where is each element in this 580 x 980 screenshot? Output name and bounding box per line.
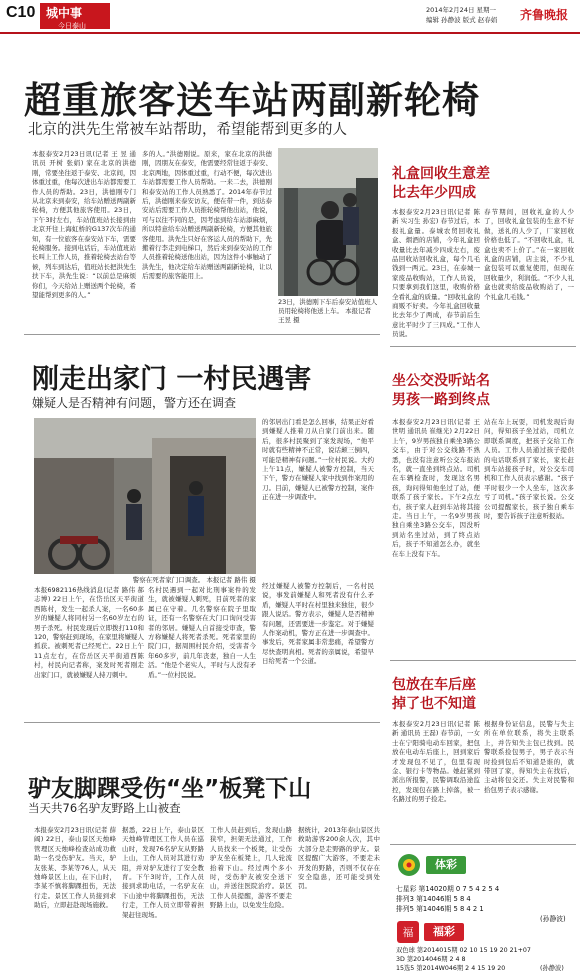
sidebar2-col2: 站在车上玩耍，司机发现后询问，得知孩子坐过站，司机立即联系调度，把孩子交给工作人员。工作人员通过孩子提供的电话联系到了家长，家长赶到车站接孩子时，对公交车司机和工作人员表示感谢。“孩子平时很少一个人坐车，这次多亏了司机。”孩子家长说。公交公司提醒家长，孩子独自乘车时，要告诉孩子注意听报站。 bbox=[484, 418, 574, 521]
article2-title: 刚走出家门 一村民遇害 bbox=[32, 364, 312, 395]
page-header bbox=[0, 0, 580, 34]
article2-subtitle: 嫌疑人是否精神有问题，警方还在调查 bbox=[32, 396, 237, 410]
article3-col1: 本报泰安2月23日讯(记者 薛阔) 22日，泰山景区天烛峰管理区天烛峰检查站成功救助一名受伤驴友。当天，驴友张某、李某等76人，从天烛峰景区上山，在下山时，李某不慎将脚踝扭伤，无法行走。景区工作人员接到求助后，立即赶赴现场施救。 bbox=[34, 826, 117, 910]
tiyu-source: (孙静波) bbox=[540, 915, 566, 923]
newspaper-logo: 齐鲁晚报 bbox=[520, 8, 569, 22]
sidebar1-col2: 春节期间，回收礼盒的人少了，回收礼盒包装的生意不好做，送礼的人少了，厂家回收价格也低了。“不回收礼盒，礼盒也卖不上价了。”在一家回收礼盒的店铺，店主说，不少礼盒包装可以重复使用，但现在回收量少，利润低。“不少人礼盒也就卖给废品收购站了，一个礼盒几毛钱。” bbox=[484, 208, 574, 301]
article3-title: 驴友脚踝受伤“坐”板凳下山 bbox=[28, 776, 312, 802]
tiyu-label: 体彩 bbox=[426, 856, 466, 874]
article2-photo bbox=[34, 418, 256, 574]
tiyu-lottery-icon bbox=[396, 852, 424, 878]
section-tag bbox=[40, 3, 110, 29]
article3-col2: 据悉，22日上午，泰山景区天烛峰管理区工作人员在巡山时，发现76名驴友从野路上山，工作人员对其进行劝阻，并对驴友进行了安全教育。下午3时许，工作人员接到求助电话，一名驴友在下山途中将脚踝扭伤，无法行走，工作人员立即带着担架赶往现场。 bbox=[122, 826, 204, 919]
article1-title: 超重旅客送车站两副新轮椅 bbox=[24, 79, 480, 122]
article2-col4: 经过嫌疑人被警方控制后，一名村民说，事发前嫌疑人和死者没有什么矛盾，嫌疑人平时在村里独来独往，很少跟人说话。警方表示，嫌疑人是否精神有问题，还需要进一步鉴定。对于嫌疑人作案动机，警方正在进一步调查中。事发后，死者家属非常悲痛，希望警方尽快查明真相。死者的亲属说，希望早日给死者一个公道。 bbox=[262, 582, 374, 666]
header-editors: 编辑 孙静波 版式 赵春娟 bbox=[426, 16, 498, 24]
article3-subtitle: 当天共76名驴友野路上山被查 bbox=[28, 801, 181, 815]
divider-2 bbox=[24, 722, 380, 723]
page-number: C10 bbox=[6, 4, 36, 21]
article2-col3: 的邻居出门看是怎么回事，结果正好看到嫌疑人推着刀从自家门前出来。随后，很多村民聚到了案发现场，“他平时就有些精神不正常，说话颠三倒四，可能是精神有问题。”一位村民说。大约上午11点，嫌疑人被警方控制，当天下午，警方在嫌疑人家中找到作案用的刀。目前，嫌疑人已被警方控制，案件正在进一步调查中。 bbox=[262, 418, 374, 502]
header-rule bbox=[0, 32, 580, 34]
divider-s1 bbox=[390, 346, 576, 347]
article1-col1: 本报泰安2月23日讯(记者 王 昱 通讯员 开树 张娟) 家在北京的洪德刚，常要坐往返于泰安、北京间，因体重过重，他每次进出车站都需要工作人员的帮助。23日，洪德刚专门从北京来到泰安，给车站赠送两副新轮椅，方便其他旅客使用。23日，下午3时左右，车站值班站长接到由北京开往上海虹桥的G137次车的通知，有一位旅客在泰安站下车，需要轮椅服务。接到电话后，车站值班站长叫上工作人员，推着轮椅去站台等候，列车到达后，值班站长把洪先生扶下车，洪先生说：“以前总是麻烦你们，今天给站上赠送两个轮椅，希望能帮到更多的人。” bbox=[32, 150, 136, 300]
header-date: 2014年2月24日 星期一 bbox=[426, 6, 497, 14]
article1-col2: 多的人。”洪德刚说。原来，家在北京的洪德刚，因朋友在泰安，他需要经常往返于泰安、北京两地，因体重过重，行动不便，每次进出车站都需要工作人员帮助。一来二去，洪德刚和泰安站的工作人员熟悉了。2014年春节过后，洪德刚来泰安访友，便在带一件，到达泰安站后需要工作人员推轮椅帮他出站，他说，可与以往不同的是，因考虑到给车站添麻烦，所以特意给车站赠送两副新轮椅，方便其他旅客使用。洪先生只好在客运人员的帮助下，先搬着行李走到电梯口，然后来到泰安站的工作人员推着轮椅送他出站，因为这件小事触动了洪先生，他决定给车站赠送两副新轮椅，让以后需要的旅客能用上。 bbox=[142, 150, 272, 281]
fucai-lottery-icon bbox=[396, 920, 422, 944]
article1-photo-caption: 23日，洪德刚下车后泰安站值班人员用轮椅将他送上车。 本报记者 王昱 摄 bbox=[278, 298, 378, 324]
fucai-source: (孙静波) bbox=[540, 965, 564, 972]
crime-scene-photo-image bbox=[34, 418, 256, 574]
sidebar3-title: 包放在车后座 掉了也不知道 bbox=[392, 677, 476, 712]
tiyu-row-1: 七星彩 第14020期 0 7 5 4 2 5 4 bbox=[396, 885, 500, 893]
sidebar2-title: 坐公交没听站名 男孩一路到终点 bbox=[392, 373, 490, 408]
fucai-logo bbox=[396, 920, 470, 944]
article3-col3: 工作人员赶到后，发现山路狭窄，担架无法通过，工作人员找来一个板凳，让受伤驴友坐在板凳上，几人轮流抬着下山。经过两个多小时，受伤驴友被安全送下山，并送往医院治疗。景区工作人员提醒，游客不要走野路上山，以免发生危险。 bbox=[210, 826, 292, 910]
sidebar3-col2: 根据身份证信息，民警与失主所在单位联系，将失主联系上，并告知失主包已找到。民警联系捡包男子，男子表示当时捡到包后不知道是谁的，就带回了家，得知失主在找后，主动将包交还。失主对民警和拾包男子表示感谢。 bbox=[484, 720, 574, 794]
sidebar3-col1: 本报泰安2月23日讯(记者 陈新 通讯员 王磊) 春节前，一女士在宁阳骑电动车回家，把包放在电动车后座上，回到家后才发现包不见了，包里有现金、银行卡等物品。她赶紧到派出所报警，民警调取沿途监控，发现包在路上掉落，被一名路过的男子捡走。 bbox=[392, 720, 480, 804]
divider-1 bbox=[24, 334, 380, 335]
subsection-name: 今日泰山 bbox=[58, 22, 86, 30]
svg-text:福: 福 bbox=[402, 926, 414, 939]
article2-col2: 名村民遇到一起对比刑事案件的发生，就被嫌疑人刺死，目前死者的家属已在守着。几名警察在院子里取证，还有一名警察在大门口询问受害者的邻居。嫌疑人自首接受审查，警方称嫌疑人将死者杀死。死者家里的院门口，据周围村民介绍，受害者今年60多岁，前几年丧妻，独自一人生活。“他是个老实人，平时与人没有矛盾。”一位村民说。 bbox=[148, 586, 256, 679]
fucai-row-1: 双色球 第2014015期 02 10 15 19 20 21+07 bbox=[396, 947, 531, 954]
fucai-label: 福彩 bbox=[424, 923, 464, 941]
divider-s2 bbox=[390, 660, 576, 661]
sidebar2-col1: 本报泰安2月23日讯(记者 王世明 通讯员 崔继光) 2月22日上午，9岁男孩独自乘坐3路公交车，由于对公交线路不熟悉，也没有注意听公交车报站名，就一直坐到终点站。司机在车辆检查时，发现这名男孩，询问得知他坐过了站，便联系了孩子家长。下午2点左右，孩子家人赶到车站将其接走。当日上午，一名9岁男孩独自乘坐3路公交车，因没听到站名坐过站，到了终点站后，孩子不知道怎么办，就坐在车上没有下车。 bbox=[392, 418, 480, 558]
article1-subtitle: 北京的洪先生常被车站帮助，希望能帮到更多的人 bbox=[28, 122, 347, 138]
fucai-row-3: 15选5 第2014W046期 2 4 15 19 20 bbox=[396, 965, 506, 972]
article1-photo bbox=[278, 148, 378, 296]
tiyu-row-2: 排列3 第14046期 5 8 4 bbox=[396, 895, 471, 903]
article2-col1: 本报6982116热线消息(记者 路伟 郝志博) 22日上午，在岱岳区天平街道西陈村，发生一起杀人案，一名60多岁的嫌疑人将同村另一名60岁左右的男子杀死。村民发现后立即拨打110和120，警察赶到现场，在家里将嫌疑人抓获。被刺死者已经死亡。22日上午11点左右，在岱岳区天平街道西陈村，村民向记者称，案发时死者刚走出家门口，就被嫌疑人持刀刺中。 bbox=[34, 586, 144, 679]
article2-photo-caption: 警察在死者家门口调查。 本报记者 路伟 摄 bbox=[132, 576, 256, 584]
section-name: 城中事 bbox=[46, 6, 83, 20]
fucai-row-2: 3D 第2014046期 2 4 8 bbox=[396, 956, 466, 963]
tiyu-row-3: 排列5 第14046期 5 8 4 2 1 bbox=[396, 905, 484, 913]
sidebar1-title: 礼盒回收生意差 比去年少四成 bbox=[392, 166, 490, 201]
divider-lottery bbox=[390, 844, 576, 845]
tiyu-logo bbox=[396, 852, 470, 878]
sidebar1-col1: 本报泰安2月23日讯(记者 陈新 实习生 孙宏) 春节过后，本报礼盒量。泰城农贸回收礼盒、烟酒的店铺，今年礼盒回收量比去年减少四成左右，废品回收站回收礼盒，每个几毛钱到一两元。23日，在泰城一家废品收购站，工作人员说，只要拿到我们这里，收购价格全看礼盒的质量。“回收礼盒的商贩不好卖。今年礼盒回收量比去年少了两成，春节前后生意比平时少了三四成。”工作人员说。 bbox=[392, 208, 480, 339]
article3-col4: 据统计，2013年泰山景区共救助游客200余人次，其中大部分是走野路的驴友。景区提醒广大游客，不要走未开发的野路，否则不仅存在安全隐患，还可能受到处罚。 bbox=[298, 826, 380, 891]
wheelchair-photo-image bbox=[278, 148, 378, 296]
